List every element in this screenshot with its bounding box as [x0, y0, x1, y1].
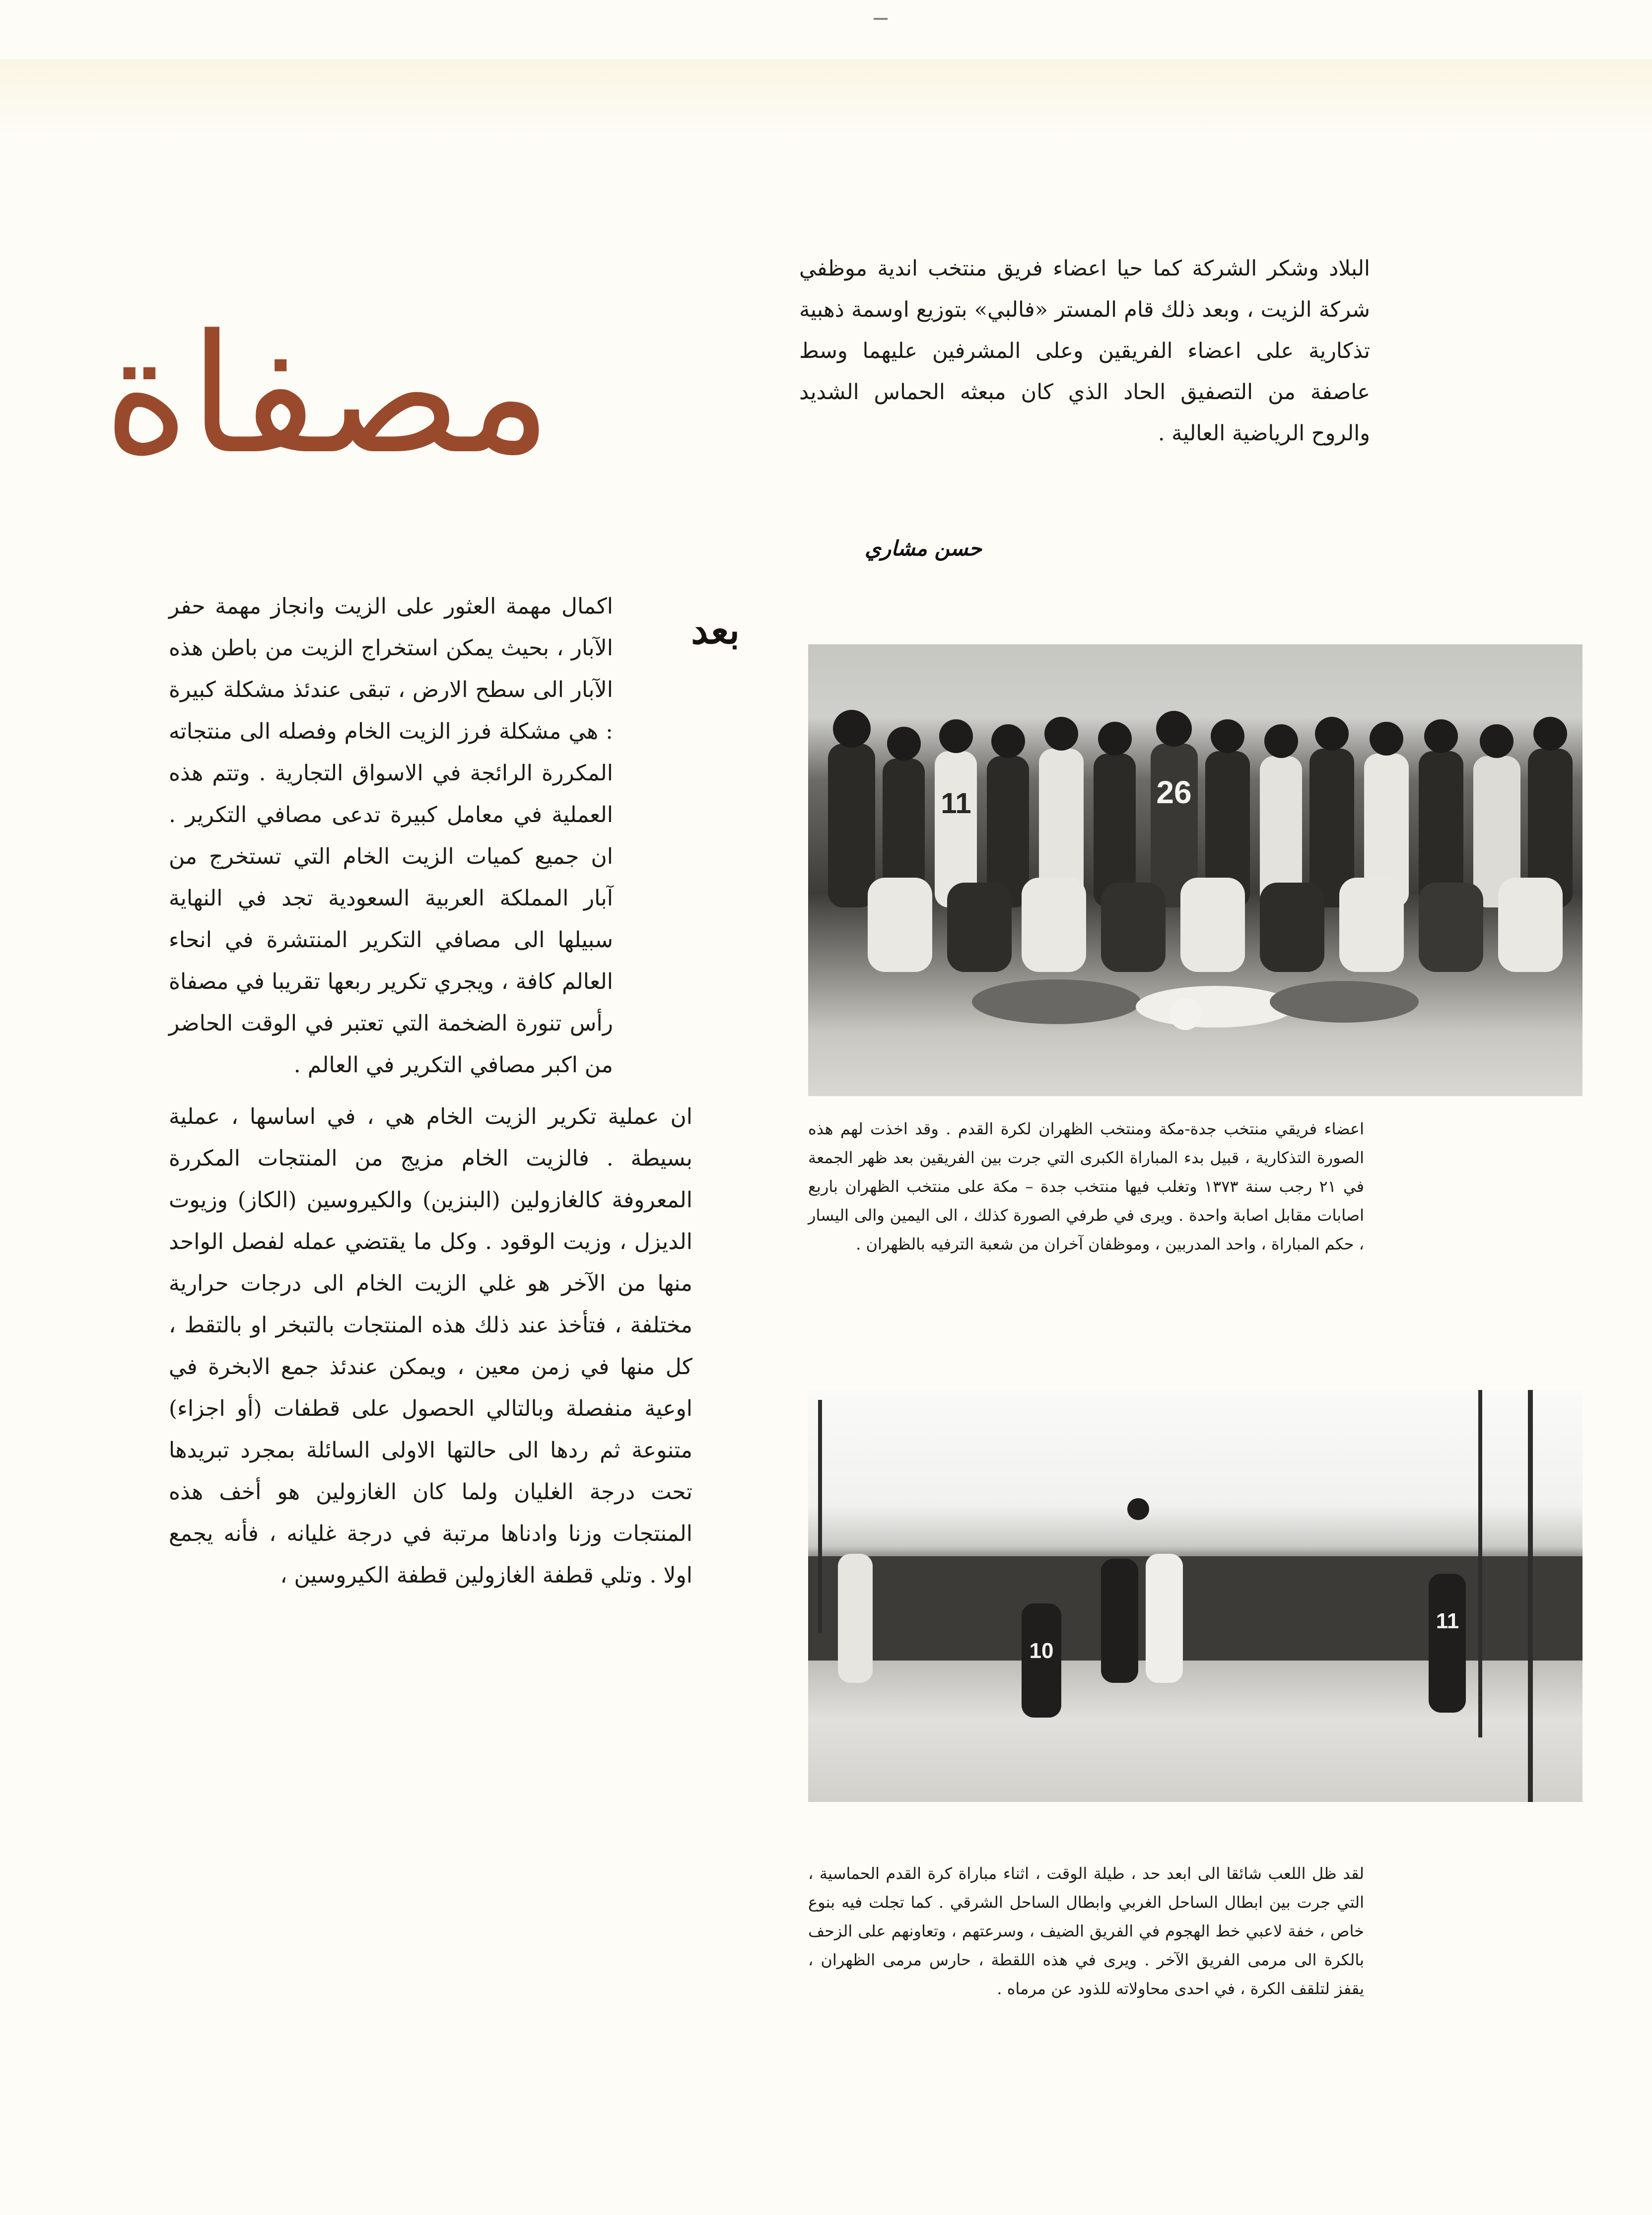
intro-paragraph [799, 248, 1370, 454]
match-photo-caption: لقد ظل اللعب شائقا الى ابعد حد ، طيلة الوقت ، اثناء مباراة كرة القدم الحماسية ، التي جرت بين ابطال الساحل الغربي وابطال الساحل الشرقي . كما تجلت فيه بنوع خاص ، خفة لاعبي خط الهجوم في الفريق الضيف ، وسرعتهم ، وتعاونهم على الزحف بالكرة الى مرمى الفريق الآخر . ويرى في هذه اللقطة ، حارس مرمى الظهران ، يقفز لتلقف الكرة ، في احدى محاولاته للذود عن مرماه . [808, 1864, 1365, 1998]
article-body [169, 586, 722, 1596]
football [1170, 998, 1201, 1030]
light-pole-right [1478, 1390, 1482, 1737]
jersey-number-11-goalkeeper: 11 [1436, 1609, 1459, 1633]
goal-post [1528, 1390, 1533, 1802]
kneeling-players [868, 878, 1563, 972]
crowd [808, 1556, 1583, 1661]
author-signature: حسن مشاري [865, 536, 982, 560]
team-photo-illustration [808, 644, 1583, 1096]
jersey-number-10: 10 [1029, 1639, 1054, 1663]
article-paragraph-1: اكمال مهمة العثور على الزيت وانجاز مهمة حفر الآبار ، بحيث يمكن استخراج الزيت من باطن هذه الآبار الى سطح الارض ، تبقى عندئذ مشكلة كبيرة : هي مشكلة فرز الزيت الخام وفصله الى منتجاته المكررة الرائجة في الاسواق التجارية . وتتم هذه العملية في معامل كبيرة تدعى مصافي التكرير . ان جميع كميات الزيت الخام التي تستخرج من آبار المملكة العربية السعودية تجد في النهاية سبيلها الى مصافي التكرير المنتشرة في انحاء العالم كافة ، ويجري تكرير ربعها تقريبا في مصفاة رأس تنورة الضخمة التي تعتبر في الوقت الحاضر من اكبر مصافي التكرير في العالم . [169, 594, 613, 1078]
team-photo-caption: اعضاء فريقي منتخب جدة-مكة ومنتخب الظهران لكرة القدم . وقد اخذت لهم هذه الصورة التذكارية ، قبيل بدء المباراة الكبرى التي جرت بين الفريقين بعد ظهر الجمعة في ٢١ رجب سنة ١٣٧٣ وتغلب فيها منتخب جدة – مكة على منتخب الظهران باربع اصابات مقابل اصابة واحدة . ويرى في طرفي الصورة كذلك ، الى اليمين والى اليسار ، حكم المباراة ، واحد المدربين ، وموظفان آخران من شعبة الترفيه بالظهران . [808, 1119, 1365, 1253]
jersey-number-26: 26 [1156, 774, 1192, 810]
team-photo [808, 644, 1583, 1096]
jersey-number-11: 11 [941, 787, 971, 820]
crop-mark [874, 18, 888, 20]
article-headline: مصفاة [103, 299, 552, 490]
top-band [0, 60, 1652, 139]
match-photo-illustration [808, 1390, 1583, 1802]
match-photo [808, 1390, 1583, 1802]
article-paragraph-2: ان عملية تكرير الزيت الخام هي ، في اساسها ، عملية بسيطة . فالزيت الخام مزيج من المنتجات المكررة المعروفة كالغازولين (البنزين) والكيروسين (الكاز) وزيوت الديزل ، وزيت الوقود . وكل ما يقتضي عمله لفصل الواحد منها من الآخر هو غلي الزيت الخام الى درجات حرارية مختلفة ، فتأخذ عند ذلك هذه المنتجات بالتبخر او بالتقط ، كل منها في زمن معين ، ويمكن عندئذ جمع الابخرة في اوعية منفصلة وبالتالي الحصول على قطفات (أو اجزاء) متنوعة ثم ردها الى حالتها الاولى السائلة بمجرد تبريدها تحت درجة الغليان ولما كان الغازولين هو أخف هذه المنتجات وزنا وادناها مرتبة في درجة غليانه ، فأنه يجمع اولا . وتلي قطفة الغازولين قطفة الكيروسين ، [169, 1104, 692, 1588]
lead-word: بعد [691, 608, 740, 652]
intro-text: البلاد وشكر الشركة كما حيا اعضاء فريق منتخب اندية موظفي شركة الزيت ، وبعد ذلك قام المستر «فالبي» بتوزيع اوسمة ذهبية تذكارية على اعضاء الفريقين وعلى المشرفين عليهما وسط عاصفة من التصفيق الحاد الذي كان مبعثه الحماس الشديد والروح الرياضية العالية . [799, 256, 1370, 446]
light-pole-left [818, 1400, 822, 1633]
ball [1127, 1498, 1149, 1520]
